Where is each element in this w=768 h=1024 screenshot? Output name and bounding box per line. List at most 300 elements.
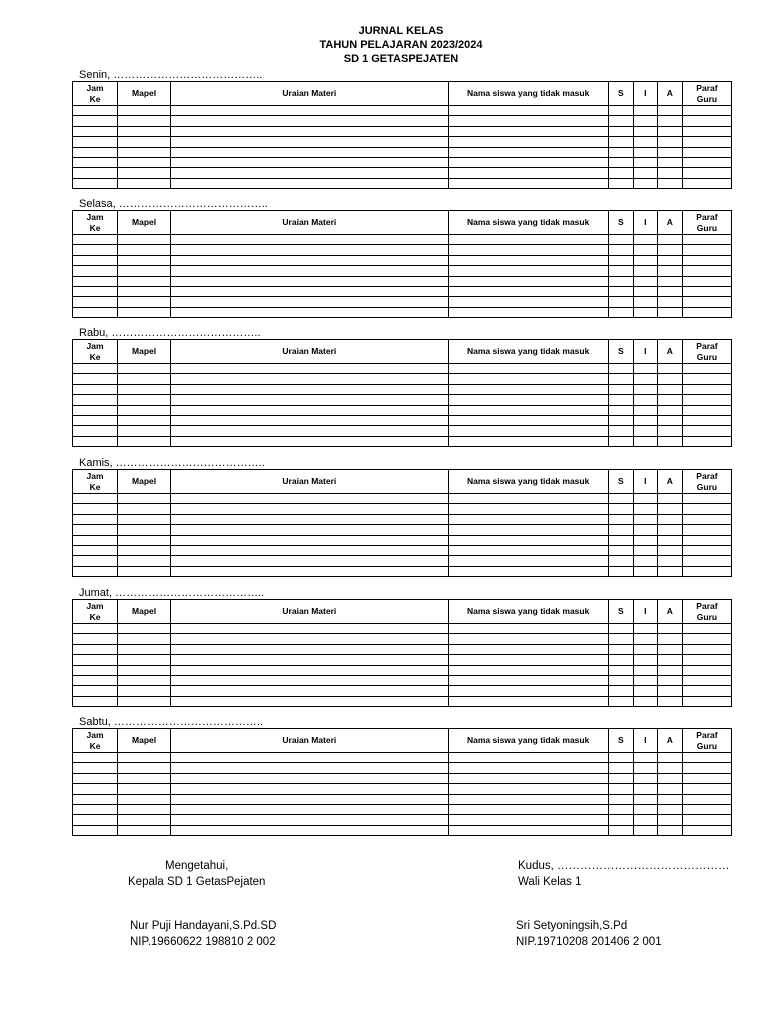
- table-cell: [118, 276, 171, 286]
- table-row: [73, 147, 732, 157]
- header-paraf-guru: [682, 82, 731, 106]
- table-row: [73, 126, 732, 136]
- table-cell: [608, 384, 633, 394]
- table-cell: [448, 405, 608, 415]
- table-cell: [608, 763, 633, 773]
- table-cell: [448, 178, 608, 188]
- table-cell: [682, 384, 731, 394]
- table-cell: [608, 665, 633, 675]
- table-cell: [608, 307, 633, 317]
- table-cell: [171, 297, 448, 307]
- table-cell: [73, 178, 118, 188]
- table-cell: [448, 675, 608, 685]
- header-i-text: I: [644, 346, 647, 356]
- table-cell: [171, 525, 448, 535]
- table-cell: [171, 157, 448, 167]
- table-cell: [608, 426, 633, 436]
- header-paraf-guru-text: Paraf: [696, 729, 718, 740]
- table-cell: [118, 137, 171, 147]
- table-cell: [633, 556, 657, 566]
- table-cell: [657, 116, 682, 126]
- day-section: [72, 198, 732, 318]
- table-cell: [118, 753, 171, 763]
- table-row: [73, 815, 732, 825]
- academic-year: TAHUN PELAJARAN 2023/2024: [319, 39, 483, 51]
- header-jam-ke-text: Ke: [89, 93, 101, 104]
- table-cell: [73, 384, 118, 394]
- header-i: [633, 729, 657, 753]
- header-nama-siswa: [448, 211, 608, 235]
- table-row: [73, 286, 732, 296]
- header-i-text: I: [644, 88, 647, 98]
- table-cell: [73, 245, 118, 255]
- header-s: [608, 600, 633, 624]
- table-cell: [682, 535, 731, 545]
- header-paraf-guru-text: Paraf: [696, 600, 718, 611]
- table-cell: [73, 374, 118, 384]
- header-a-text: A: [666, 217, 673, 227]
- table-row: [73, 644, 732, 654]
- journal-table: [72, 81, 732, 189]
- table-cell: [633, 235, 657, 245]
- table-row: [73, 116, 732, 126]
- header-s-text: S: [617, 346, 624, 356]
- table-cell: [633, 825, 657, 835]
- header-jam-ke-text: Ke: [89, 351, 101, 362]
- table-row: [73, 307, 732, 317]
- header-paraf-guru: [682, 470, 731, 494]
- header-mapel-text: Mapel: [132, 88, 157, 98]
- table-cell: [118, 794, 171, 804]
- table-row: [73, 804, 732, 814]
- table-cell: [73, 235, 118, 245]
- header-jam-ke-text: Ke: [89, 481, 101, 492]
- header-s-text: S: [617, 476, 624, 486]
- table-cell: [608, 784, 633, 794]
- header-paraf-guru-text: Paraf: [696, 211, 718, 222]
- table-cell: [657, 634, 682, 644]
- header-paraf-guru-text: Guru: [696, 740, 718, 751]
- table-row: [73, 624, 732, 634]
- header-i: [633, 211, 657, 235]
- table-cell: [73, 804, 118, 814]
- header-s: [608, 211, 633, 235]
- table-cell: [682, 545, 731, 555]
- table-cell: [118, 675, 171, 685]
- table-cell: [657, 504, 682, 514]
- table-cell: [682, 675, 731, 685]
- header-i-text: I: [644, 606, 647, 616]
- header-nama-siswa: [448, 340, 608, 364]
- header-s-text: S: [617, 217, 624, 227]
- journal-table: [72, 339, 732, 447]
- table-cell: [73, 266, 118, 276]
- table-cell: [682, 374, 731, 384]
- left-signature-name: Nur Puji Handayani,S.Pd.SD: [130, 920, 277, 932]
- table-cell: [73, 763, 118, 773]
- table-cell: [118, 815, 171, 825]
- table-cell: [633, 405, 657, 415]
- header-uraian-materi-text: Uraian Materi: [282, 606, 337, 616]
- header-i: [633, 82, 657, 106]
- table-cell: [682, 504, 731, 514]
- table-cell: [171, 168, 448, 178]
- header-nama-siswa-text: Nama siswa yang tidak masuk: [466, 346, 590, 356]
- table-cell: [73, 825, 118, 835]
- table-cell: [657, 815, 682, 825]
- table-cell: [633, 763, 657, 773]
- table-cell: [682, 137, 731, 147]
- table-cell: [171, 686, 448, 696]
- header-mapel: [118, 470, 171, 494]
- day-section: [72, 327, 732, 447]
- header-paraf-guru-text: Guru: [696, 351, 718, 362]
- table-cell: [633, 266, 657, 276]
- table-cell: [171, 566, 448, 576]
- header-nama-siswa: [448, 729, 608, 753]
- header-a-text: A: [666, 735, 673, 745]
- table-cell: [657, 415, 682, 425]
- table-cell: [633, 147, 657, 157]
- table-cell: [608, 525, 633, 535]
- right-signature-name: Sri Setyoningsih,S.Pd: [516, 920, 628, 932]
- table-cell: [633, 157, 657, 167]
- table-cell: [171, 815, 448, 825]
- table-row: [73, 504, 732, 514]
- day-section: [72, 716, 732, 836]
- table-cell: [657, 644, 682, 654]
- header-uraian-materi-text: Uraian Materi: [282, 735, 337, 745]
- table-cell: [608, 235, 633, 245]
- header-s: [608, 340, 633, 364]
- table-cell: [633, 784, 657, 794]
- table-cell: [118, 307, 171, 317]
- table-cell: [633, 686, 657, 696]
- table-cell: [448, 137, 608, 147]
- header-i-text: I: [644, 217, 647, 227]
- table-cell: [448, 784, 608, 794]
- table-cell: [73, 116, 118, 126]
- table-cell: [608, 405, 633, 415]
- table-cell: [118, 147, 171, 157]
- header-mapel: [118, 82, 171, 106]
- table-cell: [448, 384, 608, 394]
- table-cell: [118, 535, 171, 545]
- header-jam-ke-text: Ke: [89, 222, 101, 233]
- table-cell: [448, 436, 608, 446]
- header-s: [608, 470, 633, 494]
- table-cell: [657, 168, 682, 178]
- table-cell: [171, 773, 448, 783]
- table-cell: [633, 675, 657, 685]
- table-cell: [608, 255, 633, 265]
- table-cell: [73, 126, 118, 136]
- header-paraf-guru: [682, 340, 731, 364]
- table-cell: [682, 804, 731, 814]
- table-cell: [657, 784, 682, 794]
- table-cell: [448, 307, 608, 317]
- table-cell: [171, 415, 448, 425]
- table-cell: [73, 644, 118, 654]
- table-cell: [171, 178, 448, 188]
- table-cell: [118, 415, 171, 425]
- table-cell: [118, 157, 171, 167]
- table-cell: [448, 126, 608, 136]
- header-a: [657, 82, 682, 106]
- document-title: JURNAL KELAS: [358, 25, 444, 37]
- table-cell: [73, 364, 118, 374]
- table-header-row: [73, 600, 732, 624]
- table-cell: [657, 804, 682, 814]
- table-cell: [682, 556, 731, 566]
- table-cell: [608, 556, 633, 566]
- header-jam-ke: [73, 729, 118, 753]
- table-cell: [448, 235, 608, 245]
- table-cell: [657, 556, 682, 566]
- table-cell: [682, 106, 731, 116]
- table-row: [73, 525, 732, 535]
- day-label: Sabtu, …………………………………..: [79, 716, 263, 728]
- table-cell: [118, 266, 171, 276]
- table-cell: [657, 106, 682, 116]
- left-signature-title2: Kepala SD 1 GetasPejaten: [128, 876, 266, 888]
- header-a-text: A: [666, 346, 673, 356]
- table-row: [73, 245, 732, 255]
- table-cell: [682, 405, 731, 415]
- day-label: Selasa, …………………………………..: [79, 198, 268, 210]
- table-cell: [633, 384, 657, 394]
- table-cell: [448, 426, 608, 436]
- table-cell: [608, 276, 633, 286]
- table-cell: [608, 753, 633, 763]
- table-cell: [448, 535, 608, 545]
- table-cell: [73, 307, 118, 317]
- table-header-row: [73, 82, 732, 106]
- table-cell: [657, 566, 682, 576]
- table-cell: [682, 168, 731, 178]
- table-cell: [171, 137, 448, 147]
- table-cell: [171, 556, 448, 566]
- table-cell: [118, 384, 171, 394]
- table-header-row: [73, 211, 732, 235]
- table-row: [73, 395, 732, 405]
- table-cell: [73, 157, 118, 167]
- table-cell: [118, 804, 171, 814]
- table-cell: [448, 773, 608, 783]
- table-cell: [118, 566, 171, 576]
- right-signature-title1: Kudus, ………………………………………: [518, 860, 730, 872]
- table-cell: [682, 235, 731, 245]
- header-paraf-guru-text: Guru: [696, 611, 718, 622]
- table-cell: [633, 794, 657, 804]
- table-cell: [682, 696, 731, 706]
- table-cell: [608, 634, 633, 644]
- table-cell: [171, 147, 448, 157]
- table-cell: [448, 395, 608, 405]
- table-cell: [73, 436, 118, 446]
- table-cell: [633, 126, 657, 136]
- table-cell: [171, 696, 448, 706]
- header-jam-ke: [73, 600, 118, 624]
- table-cell: [118, 235, 171, 245]
- header-uraian-materi-text: Uraian Materi: [282, 476, 337, 486]
- table-cell: [73, 514, 118, 524]
- table-cell: [608, 168, 633, 178]
- table-cell: [118, 634, 171, 644]
- table-cell: [608, 804, 633, 814]
- day-label: Kamis, …………………………………..: [79, 457, 265, 469]
- table-cell: [657, 794, 682, 804]
- table-cell: [682, 266, 731, 276]
- table-cell: [448, 374, 608, 384]
- table-cell: [657, 307, 682, 317]
- header-uraian-materi: [171, 729, 448, 753]
- table-cell: [608, 494, 633, 504]
- table-cell: [171, 763, 448, 773]
- table-cell: [682, 815, 731, 825]
- header-a: [657, 729, 682, 753]
- table-cell: [448, 245, 608, 255]
- table-cell: [633, 804, 657, 814]
- header-nama-siswa-text: Nama siswa yang tidak masuk: [466, 606, 590, 616]
- table-cell: [633, 426, 657, 436]
- table-cell: [118, 436, 171, 446]
- table-cell: [682, 665, 731, 675]
- table-cell: [682, 825, 731, 835]
- table-cell: [171, 514, 448, 524]
- table-cell: [682, 245, 731, 255]
- table-cell: [448, 624, 608, 634]
- table-cell: [448, 415, 608, 425]
- table-cell: [682, 525, 731, 535]
- table-cell: [682, 794, 731, 804]
- table-cell: [682, 655, 731, 665]
- header-jam-ke-text: Jam: [86, 340, 104, 351]
- table-cell: [73, 525, 118, 535]
- header-s: [608, 82, 633, 106]
- table-cell: [682, 364, 731, 374]
- day-label: Jumat, …………………………………..: [79, 587, 265, 599]
- table-cell: [633, 665, 657, 675]
- table-cell: [448, 266, 608, 276]
- table-row: [73, 255, 732, 265]
- table-cell: [657, 405, 682, 415]
- table-cell: [657, 266, 682, 276]
- table-cell: [633, 286, 657, 296]
- header-jam-ke: [73, 470, 118, 494]
- header-mapel-text: Mapel: [132, 346, 157, 356]
- table-row: [73, 825, 732, 835]
- table-row: [73, 364, 732, 374]
- table-cell: [171, 364, 448, 374]
- table-cell: [633, 545, 657, 555]
- table-row: [73, 556, 732, 566]
- table-cell: [682, 415, 731, 425]
- header-nama-siswa-text: Nama siswa yang tidak masuk: [466, 735, 590, 745]
- header-uraian-materi: [171, 211, 448, 235]
- table-cell: [118, 364, 171, 374]
- table-cell: [657, 147, 682, 157]
- table-cell: [73, 535, 118, 545]
- table-cell: [171, 494, 448, 504]
- table-row: [73, 276, 732, 286]
- header-jam-ke-text: Jam: [86, 600, 104, 611]
- table-cell: [118, 116, 171, 126]
- table-cell: [657, 675, 682, 685]
- table-cell: [633, 566, 657, 576]
- table-cell: [682, 157, 731, 167]
- table-cell: [608, 624, 633, 634]
- table-row: [73, 696, 732, 706]
- header-a-text: A: [666, 476, 673, 486]
- table-cell: [118, 286, 171, 296]
- table-cell: [682, 763, 731, 773]
- header-i: [633, 600, 657, 624]
- table-cell: [608, 675, 633, 685]
- table-cell: [118, 556, 171, 566]
- header-nama-siswa-text: Nama siswa yang tidak masuk: [466, 476, 590, 486]
- table-cell: [657, 494, 682, 504]
- header-jam-ke-text: Jam: [86, 211, 104, 222]
- header-i: [633, 470, 657, 494]
- table-cell: [448, 255, 608, 265]
- table-cell: [657, 773, 682, 783]
- table-cell: [171, 307, 448, 317]
- left-signature-nip: NIP.19660622 198810 2 002: [130, 936, 276, 948]
- table-cell: [657, 364, 682, 374]
- table-cell: [171, 545, 448, 555]
- table-cell: [171, 374, 448, 384]
- table-row: [73, 436, 732, 446]
- table-cell: [633, 245, 657, 255]
- header-a: [657, 340, 682, 364]
- header-jam-ke-text: Ke: [89, 740, 101, 751]
- header-a-text: A: [666, 606, 673, 616]
- header-uraian-materi: [171, 340, 448, 364]
- table-cell: [657, 426, 682, 436]
- table-cell: [608, 436, 633, 446]
- table-cell: [633, 255, 657, 265]
- table-cell: [657, 255, 682, 265]
- table-cell: [682, 514, 731, 524]
- table-cell: [682, 644, 731, 654]
- table-cell: [448, 644, 608, 654]
- table-cell: [448, 686, 608, 696]
- table-cell: [73, 426, 118, 436]
- table-cell: [118, 504, 171, 514]
- table-cell: [448, 665, 608, 675]
- table-cell: [73, 545, 118, 555]
- table-cell: [171, 384, 448, 394]
- table-cell: [682, 178, 731, 188]
- table-cell: [682, 686, 731, 696]
- table-cell: [633, 436, 657, 446]
- table-cell: [657, 545, 682, 555]
- header-uraian-materi: [171, 600, 448, 624]
- table-cell: [657, 624, 682, 634]
- table-cell: [608, 297, 633, 307]
- table-cell: [448, 514, 608, 524]
- table-cell: [608, 773, 633, 783]
- table-header-row: [73, 729, 732, 753]
- table-cell: [682, 147, 731, 157]
- table-cell: [73, 784, 118, 794]
- table-row: [73, 753, 732, 763]
- table-cell: [608, 825, 633, 835]
- table-cell: [171, 504, 448, 514]
- table-cell: [171, 426, 448, 436]
- table-cell: [73, 753, 118, 763]
